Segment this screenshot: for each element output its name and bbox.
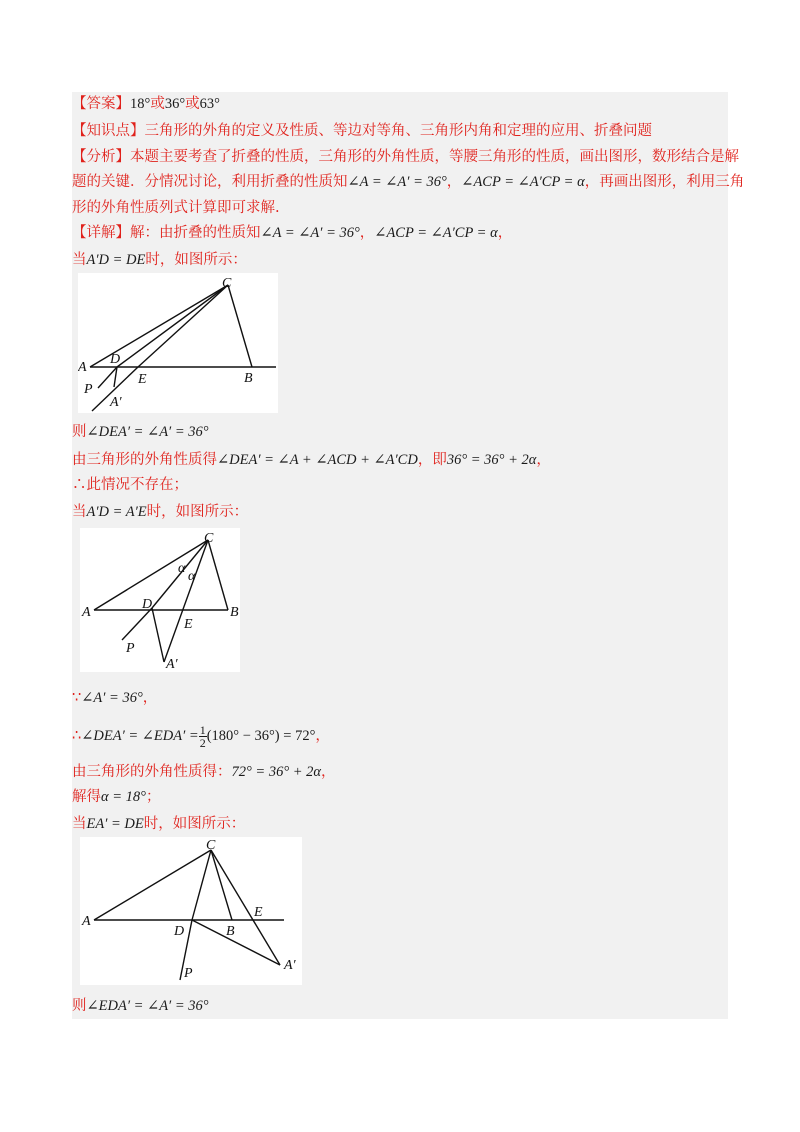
case1-condition: A′D = DE (86, 252, 146, 268)
fig1-label-a: A (78, 360, 87, 375)
analysis-math-1: ∠A = ∠A′ = 36° (347, 174, 447, 190)
case2-because-end: ， (142, 690, 158, 706)
case3-then-pre: 则 (72, 998, 87, 1014)
therefore-symbol: ∴ (72, 728, 82, 744)
answer-value-1: 18° (130, 96, 151, 112)
case2-solve-pre: 解得 (72, 789, 101, 805)
knowledge-tag: 【知识点】 (72, 123, 145, 139)
case2-exterior-line (72, 763, 336, 781)
fig2-label-c: C (204, 531, 214, 546)
case2-solve-line (72, 788, 160, 806)
case1-then-line (72, 423, 209, 441)
knowledge-text: 三角形的外角的定义及性质、等边对等角、三角形内角和定理的应用、折叠问题 (144, 123, 652, 139)
answer-or-2: 或 (185, 96, 200, 112)
analysis-line-1 (72, 148, 739, 166)
case1-ext-mid: ，即 (417, 452, 447, 468)
fig2-alpha-1: α (178, 561, 186, 576)
analysis-text-1: 本题主要考查了折叠的性质，三角形的外角性质，等腰三角形的性质，画出图形，数形结合是解 (130, 149, 739, 165)
answer-value-2: 36° (164, 96, 186, 112)
fig2-label-b: B (230, 605, 239, 620)
case1-ext-pre: 由三角形的外角性质得 (72, 452, 217, 468)
case2-condition: A′D = A′E (86, 504, 147, 520)
answer-tag: 【答案】 (72, 96, 130, 112)
case1-conclusion: ∴此情况不存在； (72, 477, 188, 493)
case1-pre: 当 (72, 252, 87, 268)
fig2-label-p: P (126, 641, 135, 656)
case3-then-math: ∠EDA′ = ∠A′ = 36° (86, 998, 209, 1014)
fig3-label-d: D (174, 924, 185, 939)
fig2-alpha-2: α (188, 569, 196, 584)
analysis-sep: ， (446, 174, 462, 190)
case3-condition-line (72, 815, 245, 833)
detail-end: ， (497, 225, 513, 241)
case2-condition-line (72, 503, 248, 521)
analysis-text-3: 形的外角性质列式计算即可求解. (72, 200, 280, 216)
fig3-label-p: P (184, 966, 193, 981)
detail-line (72, 224, 512, 242)
case1-condition-line (72, 251, 247, 269)
case1-then-pre: 则 (72, 424, 87, 440)
analysis-line-2 (72, 173, 744, 191)
case2-therefore-math-1: ∠DEA′ = ∠EDA′ = (81, 728, 199, 744)
knowledge-line (72, 122, 652, 140)
analysis-tag: 【分析】 (72, 149, 130, 165)
case3-condition: EA′ = DE (86, 816, 144, 832)
detail-math-1: ∠A = ∠A′ = 36° (260, 225, 360, 241)
fraction-numerator: 1 (199, 722, 206, 737)
figure-case2 (80, 528, 240, 672)
case2-because-line (72, 689, 157, 707)
case2-ext-math: 72° = 36° + 2α (231, 764, 322, 780)
fig2-label-e: E (184, 617, 193, 632)
fig2-label-d: D (142, 597, 153, 612)
case1-ext-math-2: 36° = 36° + 2α (446, 452, 537, 468)
detail-tag: 【详解】 (72, 225, 130, 241)
fig3-label-a-prime: A′ (284, 958, 296, 973)
fig1-label-c: C (222, 276, 232, 291)
fig1-label-e: E (138, 372, 147, 387)
answer-or-1: 或 (150, 96, 165, 112)
fig1-label-a-prime: A′ (110, 395, 122, 410)
case2-therefore-math-2: (180° − 36°) = 72° (206, 728, 316, 744)
figure-case1 (78, 273, 278, 413)
case3-pre: 当 (72, 816, 87, 832)
case2-because-math: ∠A′ = 36° (81, 690, 143, 706)
fig1-label-d: D (110, 352, 121, 367)
case2-solve-end: ； (145, 789, 161, 805)
case3-post: 时，如图所示： (143, 816, 246, 832)
case1-conclusion-line (72, 476, 188, 494)
solution-content (72, 92, 745, 1019)
fig1-label-b: B (244, 371, 253, 386)
fig1-label-p: P (84, 382, 93, 397)
case2-ext-pre: 由三角形的外角性质得： (72, 764, 232, 780)
case2-post: 时，如图所示： (146, 504, 249, 520)
case1-ext-end: ， (536, 452, 551, 468)
detail-math-2: ∠ACP = ∠A′CP = α (374, 225, 498, 241)
case1-exterior-line (72, 451, 551, 469)
fig3-label-b: B (226, 924, 235, 939)
analysis-math-2: ∠ACP = ∠A′CP = α (461, 174, 585, 190)
case2-pre: 当 (72, 504, 87, 520)
detail-sep: ， (359, 225, 375, 241)
case1-post: 时，如图所示： (145, 252, 247, 268)
answer-line (72, 95, 220, 113)
analysis-text-2a: 题的关键．分情况讨论，利用折叠的性质知 (72, 174, 348, 190)
fig2-label-a: A (82, 605, 91, 620)
fig2-label-a-prime: A′ (166, 657, 178, 672)
detail-intro: 解：由折叠的性质知 (130, 225, 261, 241)
fig3-label-a: A (82, 914, 91, 929)
figure-case3 (80, 837, 302, 985)
one-half-fraction (199, 724, 207, 749)
case3-then-line (72, 997, 209, 1015)
fraction-denominator: 2 (199, 735, 206, 750)
case2-therefore-end: ， (315, 728, 330, 744)
analysis-line-3 (72, 199, 280, 217)
case2-ext-end: ， (321, 764, 336, 780)
case2-solve-math: α = 18° (101, 789, 146, 805)
answer-value-3: 63° (199, 96, 220, 112)
fig3-label-e: E (254, 905, 263, 920)
because-symbol: ∵ (72, 690, 82, 706)
case2-therefore-line (72, 722, 330, 750)
analysis-text-2b: ，再画出图形，利用三角 (584, 174, 745, 190)
case1-then-math: ∠DEA′ = ∠A′ = 36° (86, 424, 209, 440)
case1-ext-math: ∠DEA′ = ∠A + ∠ACD + ∠A′CD (217, 452, 418, 468)
fig3-label-c: C (206, 838, 216, 853)
